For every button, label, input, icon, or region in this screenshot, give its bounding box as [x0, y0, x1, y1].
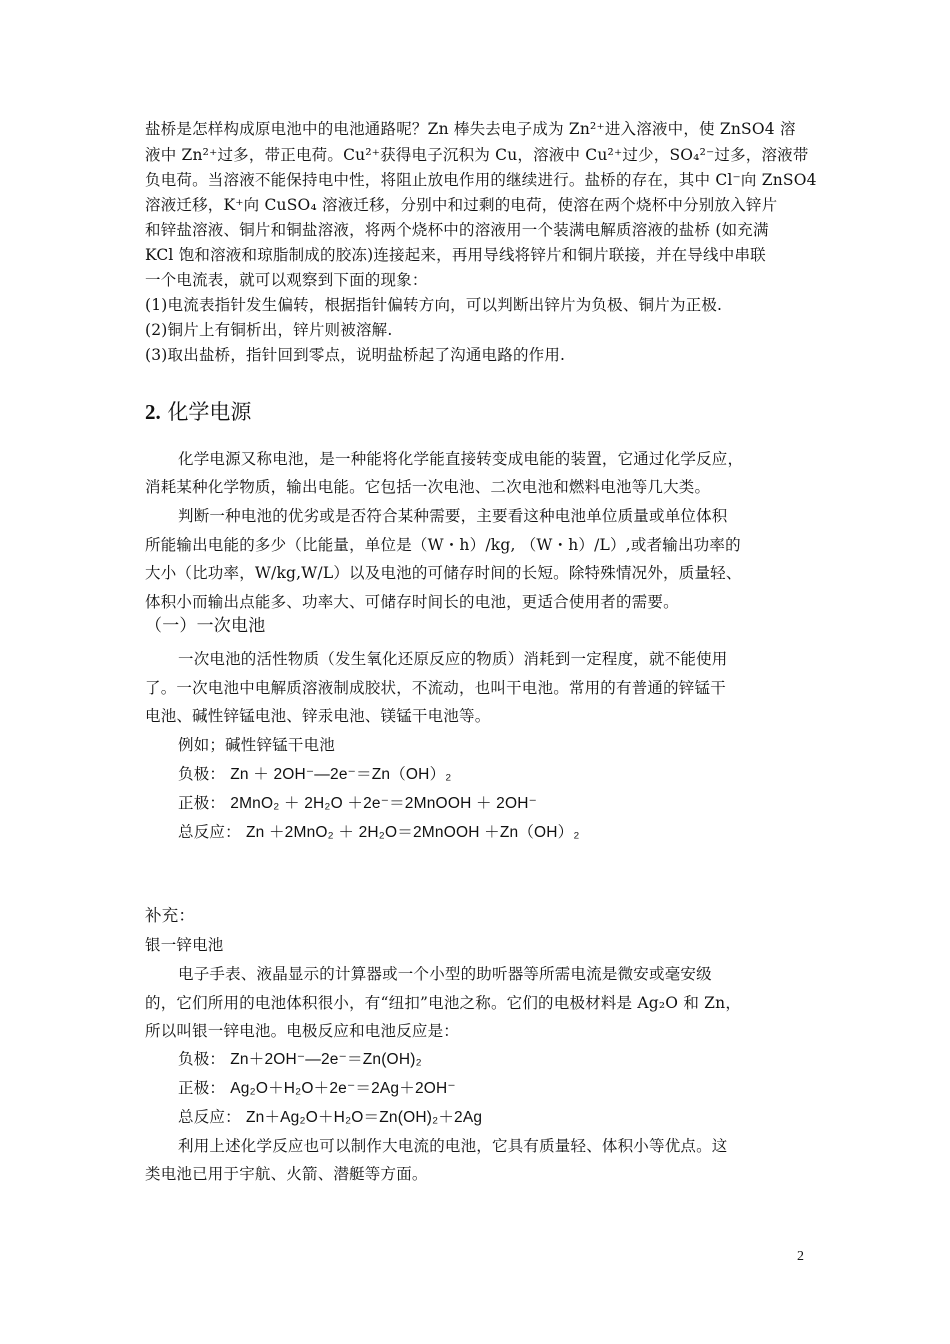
text-line: 一个电流表，就可以观察到下面的现象： — [145, 271, 428, 289]
equation-label: 负极： — [178, 765, 226, 783]
text-line: 负电荷。当溶液不能保持电中性，将阻止放电作用的继续进行。盐桥的存在，其中 Cl⁻向 ZnSO4 — [145, 171, 817, 189]
section-title: 化学电源 — [167, 400, 252, 424]
equation-overall — [178, 1105, 482, 1130]
list-item: (2)铜片上有铜析出，锌片则被溶解. — [145, 321, 393, 339]
text-line: 所以叫银一锌电池。电极反应和电池反应是： — [145, 1022, 460, 1040]
equation-negative — [178, 762, 451, 787]
text-line: 和锌盐溶液、铜片和铜盐溶液，将两个烧杯中的溶液用一个装满电解质溶液的盐桥 (如充满 — [145, 221, 769, 239]
equation-label: 总反应： — [178, 1108, 241, 1126]
equation-label: 正极： — [178, 794, 226, 812]
text-line: 电池、碱性锌锰电池、锌汞电池、镁锰干电池等。 — [145, 707, 491, 725]
text-line: 了。一次电池中电解质溶液制成胶状，不流动，也叫干电池。常用的有普通的锌锰干 — [145, 679, 726, 697]
text-line: 类电池已用于宇航、火箭、潜艇等方面。 — [145, 1165, 428, 1183]
equation-text: Zn＋2OH⁻—2e⁻＝Zn(OH)₂ — [230, 1051, 422, 1068]
supplement-label: 补充： — [145, 906, 196, 925]
section-number: 2. — [145, 400, 161, 424]
equation-negative — [178, 1047, 422, 1072]
equation-label: 负极： — [178, 1050, 226, 1068]
text-line: 一次电池的活性物质（发生氧化还原反应的物质）消耗到一定程度，就不能使用 — [178, 650, 728, 668]
text-line: 利用上述化学反应也可以制作大电流的电池，它具有质量轻、体积小等优点。这 — [178, 1137, 728, 1155]
equation-label: 总反应： — [178, 823, 241, 841]
subheading: （一）一次电池 — [145, 616, 266, 636]
list-item: (3)取出盐桥，指针回到零点，说明盐桥起了沟通电路的作用. — [145, 346, 566, 364]
text-line: 大小（比功率，W/kg,W/L）以及电池的可储存时间的长短。除特殊情况外，质量轻、 — [145, 564, 742, 582]
list-item: (1)电流表指针发生偏转，根据指针偏转方向，可以判断出锌片为负极、铜片为正极. — [145, 296, 723, 314]
silver-zinc-title: 银一锌电池 — [145, 936, 224, 954]
page-number: 2 — [797, 1249, 804, 1264]
equation-text: Zn ＋2MnO₂ ＋ 2H₂O＝2MnOOH ＋Zn（OH）₂ — [245, 824, 580, 841]
text-line: 体积小而输出点能多、功率大、可储存时间长的电池，更适合使用者的需要。 — [145, 593, 679, 611]
section-heading — [145, 398, 251, 426]
equation-positive — [178, 1076, 456, 1101]
equation-text: Ag₂O＋H₂O＋2e⁻＝2Ag＋2OH⁻ — [230, 1080, 456, 1097]
text-line: 液中 Zn²⁺过多，带正电荷。Cu²⁺获得电子沉积为 Cu，溶液中 Cu²⁺过少，SO₄²⁻过多，溶液带 — [145, 146, 809, 164]
equation-positive — [178, 791, 537, 816]
equation-text: 2MnO₂ ＋ 2H₂O ＋2e⁻＝2MnOOH ＋ 2OH⁻ — [230, 795, 538, 812]
text-line: 电子手表、液晶显示的计算器或一个小型的助听器等所需电流是微安或毫安级 — [178, 965, 712, 983]
text-line: 溶液迁移，K⁺向 CuSO₄ 溶液迁移，分别中和过剩的电荷，使溶在两个烧杯中分别放入锌片 — [145, 196, 778, 214]
text-line: 判断一种电池的优劣或是否符合某种需要，主要看这种电池单位质量或单位体积 — [178, 507, 728, 525]
text-line: KCl 饱和溶液和琼脂制成的胶冻)连接起来，再用导线将锌片和铜片联接，并在导线中串联 — [145, 246, 766, 264]
example-label: 例如；碱性锌锰干电池 — [178, 736, 336, 754]
equation-text: Zn＋Ag₂O＋H₂O＝Zn(OH)₂＋2Ag — [245, 1109, 483, 1126]
equation-text: Zn ＋ 2OH⁻—2e⁻＝Zn（OH）₂ — [230, 766, 452, 783]
text-line: 所能输出电能的多少（比能量，单位是（W・h）/kg, （W・h）/L）,或者输出功率的 — [145, 536, 741, 554]
equation-label: 正极： — [178, 1079, 226, 1097]
text-line: 的，它们所用的电池体积很小，有“纽扣”电池之称。它们的电极材料是 Ag₂O 和 Zn， — [145, 994, 742, 1012]
text-line: 盐桥是怎样构成原电池中的电池通路呢？Zn 棒失去电子成为 Zn²⁺进入溶液中，使 ZnSO4 溶 — [145, 120, 796, 138]
text-line: 化学电源又称电池，是一种能将化学能直接转变成电能的装置，它通过化学反应， — [178, 450, 744, 468]
text-line: 消耗某种化学物质，输出电能。它包括一次电池、二次电池和燃料电池等几大类。 — [145, 478, 711, 496]
equation-overall — [178, 820, 580, 845]
